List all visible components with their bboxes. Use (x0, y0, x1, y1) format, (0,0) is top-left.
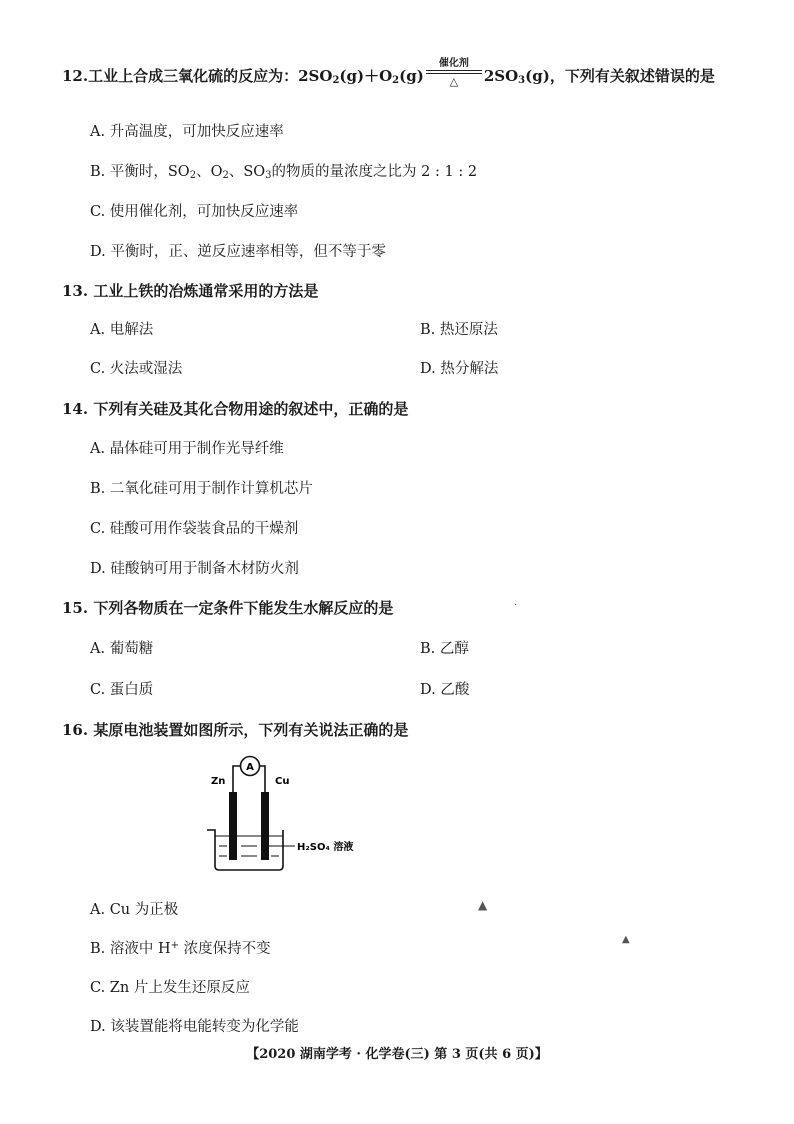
question-16-option-b-charge: + (170, 940, 180, 951)
question-12-option-c: C. 使用催化剂，可加快反应速率 (90, 204, 299, 220)
question-14-stem: 14. 下列有关硅及其化合物用途的叙述中，正确的是 (62, 400, 409, 418)
heat-label: △ (449, 75, 459, 88)
question-12-option-b-suffix: 的物质的量浓度之比为 2 : 1 : 2 (271, 164, 478, 180)
question-14-option-d: D. 硅酸钠可用于制备木材防火剂 (90, 561, 299, 577)
question-13-option-a: A. 电解法 (90, 322, 154, 338)
question-14-option-c: C. 硅酸可用作袋装食品的干燥剂 (90, 521, 299, 537)
ammeter-label: A (246, 762, 254, 773)
question-12-option-b-prefix: B. 平衡时， (90, 164, 168, 180)
question-14-option-b: B. 二氧化硅可用于制作计算机芯片 (90, 481, 313, 497)
question-13-option-c: C. 火法或湿法 (90, 361, 183, 377)
copper-electrode (261, 792, 269, 860)
question-15-option-c: C. 蛋白质 (90, 682, 154, 698)
question-15-option-d: D. 乙酸 (420, 682, 470, 698)
zn-label: Zn (211, 776, 226, 787)
page-footer: 【2020 湖南学考 · 化学卷(三) 第 3 页(共 6 页)】 (246, 1047, 548, 1062)
question-15-option-a: A. 葡萄糖 (90, 641, 154, 657)
question-12-stem-prefix: 12.工业上合成三氧化硫的反应为： (62, 67, 299, 85)
question-16-option-d: D. 该装置能将电能转变为化学能 (90, 1019, 299, 1035)
question-16-option-b-suffix: 浓度保持不变 (179, 941, 271, 957)
catalyst-label: 催化剂 (438, 58, 469, 69)
question-16-option-b (90, 937, 271, 958)
reaction-equation: $2SO_2(g)+O_2(g)$ 催化剂 △ $2SO_3(g)$ (298, 67, 550, 85)
question-12-stem-suffix: ，下列有关叙述错误的是 (549, 67, 715, 85)
cu-label: Cu (275, 776, 290, 787)
question-12-stem (62, 58, 715, 88)
zinc-electrode (229, 792, 237, 860)
scan-speck: · (514, 600, 518, 611)
question-15-option-b: B. 乙醇 (420, 641, 469, 657)
question-12-option-a: A. 升高温度，可加快反应速率 (90, 124, 284, 140)
question-13-option-b: B. 热还原法 (420, 322, 498, 338)
scan-speck: ▲ (478, 898, 488, 912)
question-13-stem: 13. 工业上铁的冶炼通常采用的方法是 (62, 282, 319, 300)
question-12-option-d: D. 平衡时，正、逆反应速率相等，但不等于零 (90, 244, 386, 260)
question-16-option-a: A. Cu 为正极 (90, 902, 179, 918)
reaction-condition-arrow (426, 58, 482, 88)
question-16-option-b-prefix: B. 溶液中 H (90, 941, 171, 957)
question-12-option-b: B. 平衡时，$SO_2$、$O_2$、$SO_3$的物质的量浓度之比为 2 : 1 : 2 (90, 164, 478, 181)
question-15-stem: 15. 下列各物质在一定条件下能发生水解反应的是 (62, 599, 394, 617)
question-13-option-d: D. 热分解法 (420, 361, 499, 377)
question-16-stem: 16. 某原电池装置如图所示，下列有关说法正确的是 (62, 721, 409, 739)
solution-label: H₂SO₄ 溶液 (297, 842, 354, 853)
scan-speck: ▲ (622, 934, 630, 945)
question-16-option-c: C. Zn 片上发生还原反应 (90, 980, 250, 996)
question-14-option-a: A. 晶体硅可用于制作光导纤维 (90, 441, 284, 457)
galvanic-cell-diagram (195, 752, 385, 874)
